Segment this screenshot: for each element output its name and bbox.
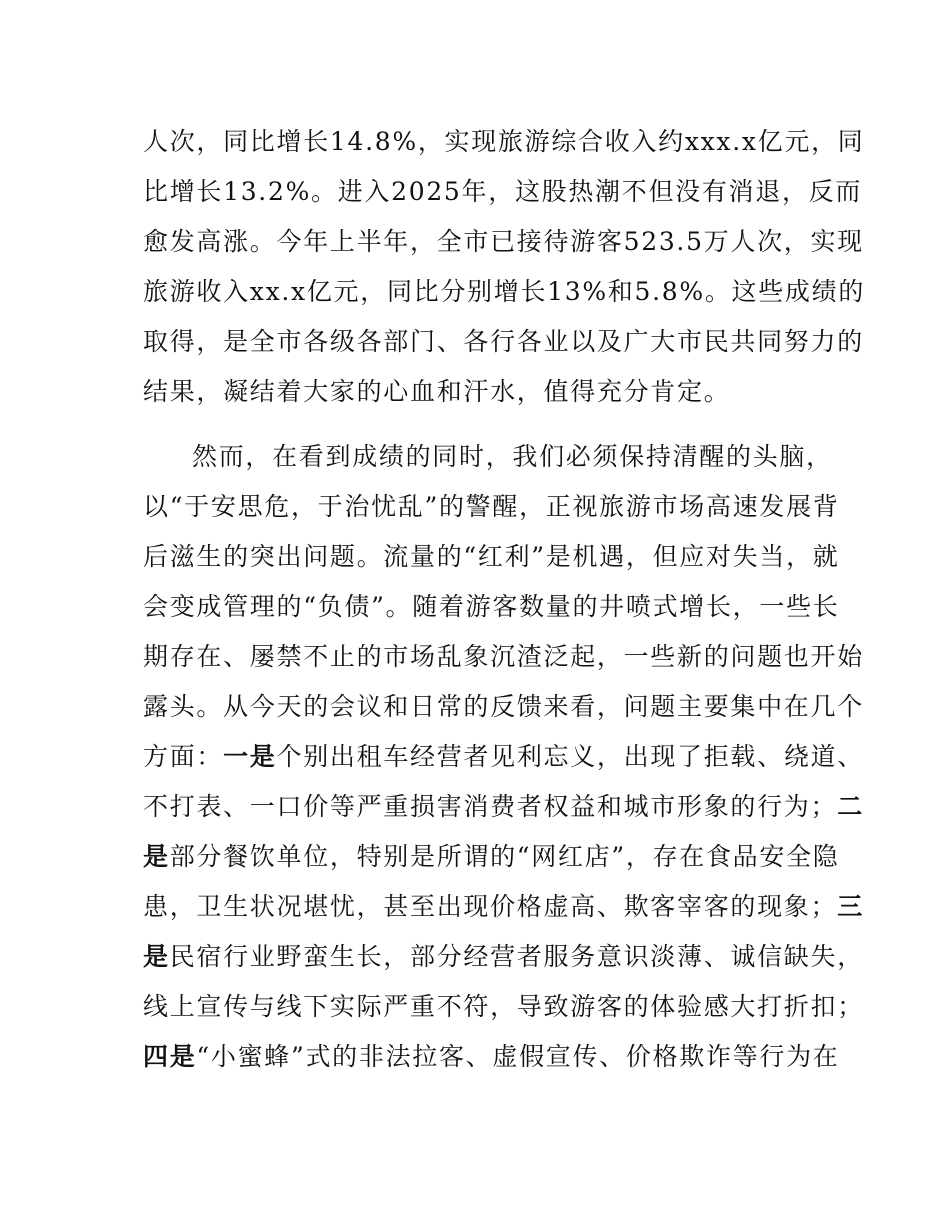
text-line: 人次，同比增长14.8%，实现旅游综合收入约xxx.x亿元，同 bbox=[143, 127, 865, 156]
text-line bbox=[143, 837, 839, 877]
text-line: 线上宣传与线下实际严重不符，导致游客的体验感大打折扣； bbox=[143, 992, 864, 1021]
bold-marker: 二 bbox=[837, 792, 864, 821]
text-line bbox=[143, 787, 864, 827]
text-run: 方面： bbox=[143, 742, 224, 771]
bold-marker: 是 bbox=[143, 942, 170, 971]
text-run: 部分餐饮单位，特别是所谓的“网红店”，存在食品安全隐 bbox=[169, 842, 840, 871]
text-line: 然而，在看到成绩的同时，我们必须保持清醒的头脑， bbox=[192, 442, 833, 471]
text-line: 露头。从今天的会议和日常的反馈来看，问题主要集中在几个 bbox=[143, 692, 864, 721]
text-run: “小蜜蜂”式的非法拉客、虚假宣传、价格欺诈等行为在 bbox=[196, 1042, 840, 1071]
text-run: 不打表、一口价等严重损害消费者权益和城市形象的行为； bbox=[143, 792, 838, 821]
bold-marker: 四是 bbox=[143, 1042, 197, 1071]
text-line: 旅游收入xx.x亿元，同比分别增长13%和5.8%。这些成绩的 bbox=[143, 277, 866, 306]
text-line: 取得，是全市各级各部门、各行各业以及广大市民共同努力的 bbox=[143, 327, 864, 356]
text-line bbox=[143, 887, 864, 927]
text-line bbox=[143, 1037, 839, 1077]
text-line bbox=[143, 937, 864, 977]
text-line bbox=[143, 737, 864, 777]
text-line: 后滋生的突出问题。流量的“红利”是机遇，但应对失当，就 bbox=[143, 542, 840, 571]
text-run: 个别出租车经营者见利忘义，出现了拒载、绕道、 bbox=[276, 742, 864, 771]
bold-marker: 三 bbox=[837, 892, 864, 921]
text-line: 愈发高涨。今年上半年，全市已接待游客523.5万人次，实现 bbox=[143, 227, 864, 256]
text-line: 结果，凝结着大家的心血和汗水，值得充分肯定。 bbox=[143, 377, 731, 406]
text-line: 比增长13.2%。进入2025年，这股热潮不但没有消退，反而 bbox=[143, 177, 863, 206]
bold-marker: 是 bbox=[143, 842, 170, 871]
text-line: 以“于安思危，于治忧乱”的警醒，正视旅游市场高速发展背 bbox=[143, 492, 840, 521]
text-run: 民宿行业野蛮生长，部分经营者服务意识淡薄、诚信缺失， bbox=[169, 942, 864, 971]
text-run: 患，卫生状况堪忧，甚至出现价格虚高、欺客宰客的现象； bbox=[143, 892, 838, 921]
bold-marker: 一是 bbox=[223, 742, 277, 771]
text-line: 会变成管理的“负债”。随着游客数量的井喷式增长，一些长 bbox=[143, 592, 840, 621]
text-line: 期存在、屡禁不止的市场乱象沉渣泛起，一些新的问题也开始 bbox=[143, 642, 864, 671]
